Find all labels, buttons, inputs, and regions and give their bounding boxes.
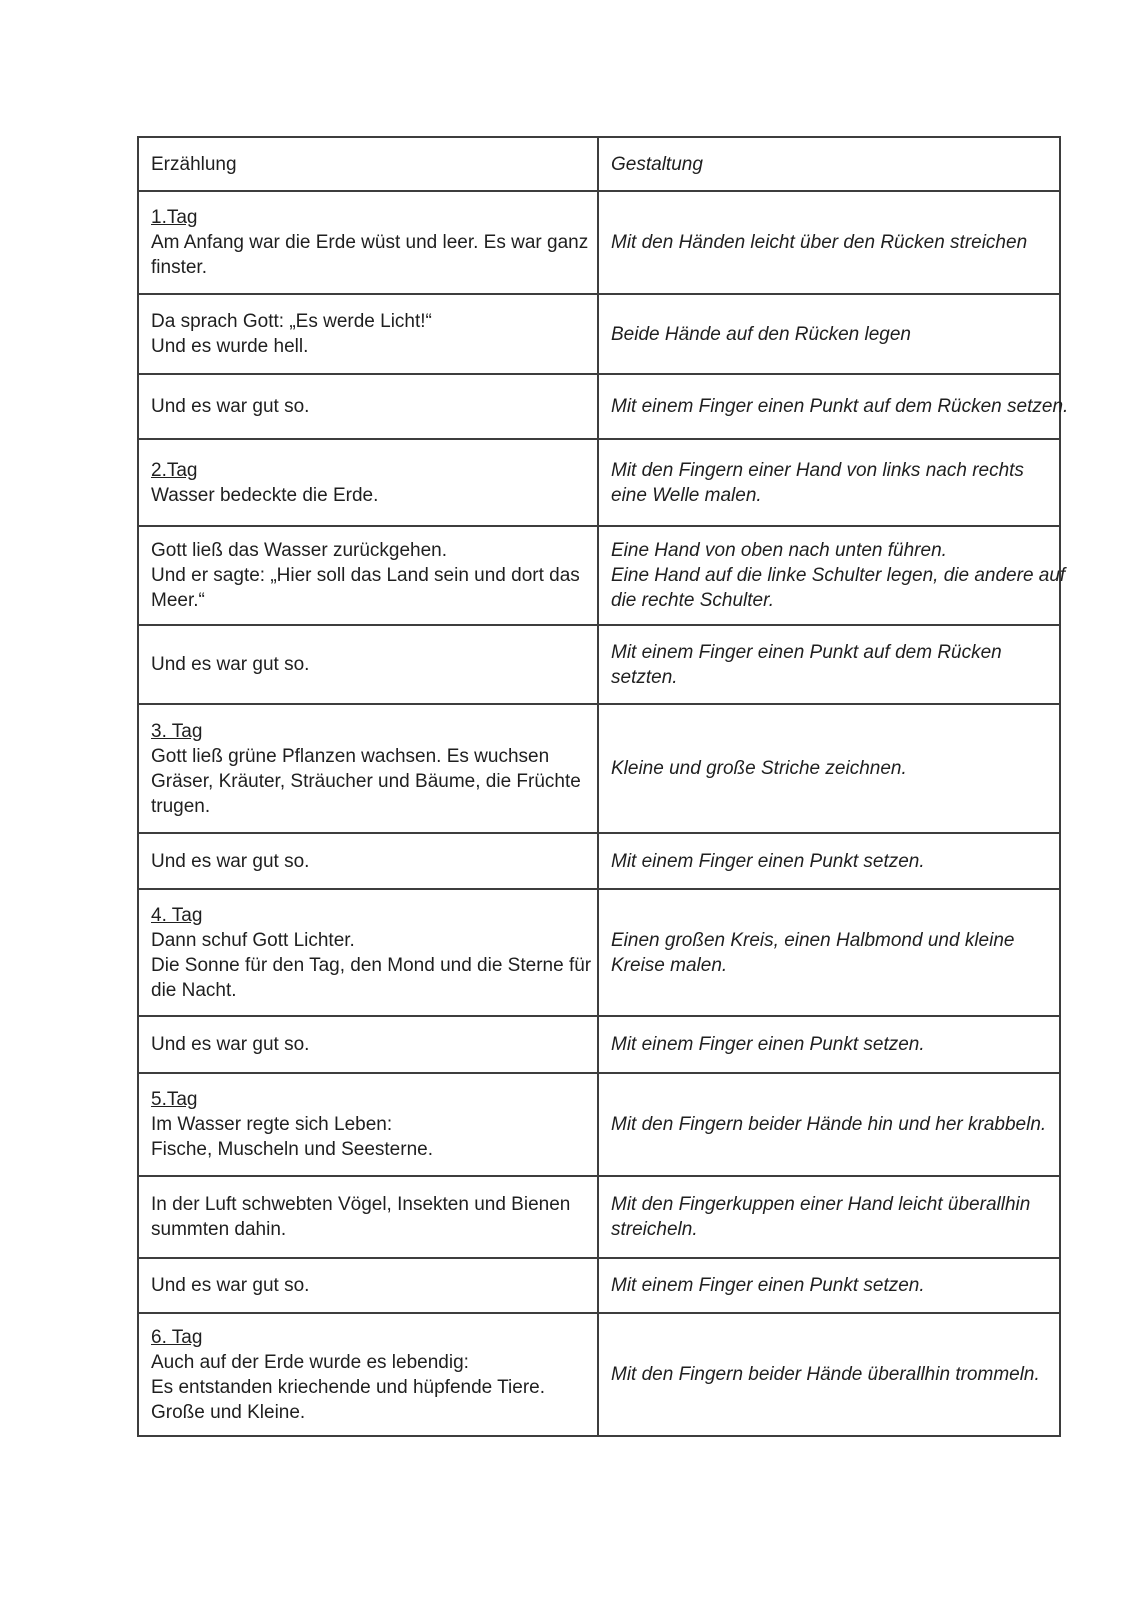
column-header-erzaehlung: Erzählung	[138, 137, 598, 191]
erzaehlung-line: Auch auf der Erde wurde es lebendig:	[151, 1351, 469, 1373]
table-row	[138, 1176, 1060, 1258]
gestaltung-cell	[598, 1176, 1060, 1258]
gestaltung-cell	[598, 889, 1060, 1016]
erzaehlung-line: Und es war gut so.	[151, 396, 310, 417]
gestaltung-line: Eine Hand auf die linke Schulter legen, die andere auf	[611, 565, 1066, 586]
gestaltung-cell	[598, 191, 1060, 294]
erzaehlung-line: summten dahin.	[151, 1219, 287, 1240]
erzaehlung-cell	[138, 1016, 598, 1073]
table-row	[138, 1073, 1060, 1176]
erzaehlung-line: Da sprach Gott: „Es werde Licht!“	[151, 311, 432, 332]
erzaehlung-cell	[138, 374, 598, 439]
table-row	[138, 439, 1060, 526]
creation-story-table	[137, 136, 1069, 1437]
erzaehlung-line: Gott ließ das Wasser zurückgehen.	[151, 540, 448, 561]
day-heading: 6. Tag	[151, 1326, 203, 1348]
table-row	[138, 833, 1060, 889]
gestaltung-cell	[598, 1258, 1060, 1313]
gestaltung-cell	[598, 1073, 1060, 1176]
gestaltung-line: die rechte Schulter.	[611, 590, 774, 611]
day-heading: 1.Tag	[151, 207, 198, 228]
erzaehlung-line: Am Anfang war die Erde wüst und leer. Es war ganz	[151, 232, 589, 253]
erzaehlung-line: Fische, Muscheln und Seesterne.	[151, 1139, 433, 1160]
gestaltung-cell	[598, 704, 1060, 833]
erzaehlung-line: die Nacht.	[151, 979, 237, 1001]
gestaltung-line: Mit den Fingern beider Hände überallhin trommeln.	[611, 1364, 1040, 1385]
gestaltung-cell	[598, 1016, 1060, 1073]
erzaehlung-line: Und es war gut so.	[151, 654, 310, 675]
table-row	[138, 191, 1060, 294]
gestaltung-line: Mit den Fingerkuppen einer Hand leicht überallhin	[611, 1194, 1031, 1215]
erzaehlung-cell	[138, 625, 598, 704]
erzaehlung-line: Die Sonne für den Tag, den Mond und die Sterne für	[151, 954, 592, 976]
gestaltung-cell	[598, 526, 1066, 625]
erzaehlung-line: Große und Kleine.	[151, 1401, 306, 1423]
erzaehlung-line: Und es war gut so.	[151, 1275, 310, 1296]
erzaehlung-line: Im Wasser regte sich Leben:	[151, 1114, 393, 1135]
erzaehlung-line: Und er sagte: „Hier soll das Land sein und dort das	[151, 565, 580, 586]
table-row	[138, 526, 1060, 625]
erzaehlung-cell	[138, 1176, 598, 1258]
erzaehlung-cell	[138, 833, 598, 889]
gestaltung-cell	[598, 833, 1060, 889]
day-heading: 2.Tag	[151, 459, 198, 481]
gestaltung-line: Mit einem Finger einen Punkt setzen.	[611, 1275, 925, 1296]
erzaehlung-line: Und es war gut so.	[151, 850, 310, 872]
erzaehlung-line: Und es war gut so.	[151, 1034, 310, 1055]
erzaehlung-cell	[138, 526, 598, 625]
table-row	[138, 625, 1060, 704]
gestaltung-line: eine Welle malen.	[611, 484, 762, 506]
header-row	[138, 137, 1060, 191]
erzaehlung-cell	[138, 1258, 598, 1313]
table-row	[138, 374, 1060, 439]
gestaltung-line: Mit den Fingern einer Hand von links nach rechts	[611, 459, 1024, 481]
erzaehlung-line: Gräser, Kräuter, Sträucher und Bäume, die Früchte	[151, 770, 581, 792]
gestaltung-line: setzten.	[611, 666, 678, 688]
gestaltung-line: Mit einem Finger einen Punkt auf dem Rücken setzen.	[611, 396, 1069, 417]
erzaehlung-cell	[138, 704, 598, 833]
erzaehlung-cell	[138, 191, 598, 294]
gestaltung-cell	[598, 439, 1060, 526]
erzaehlung-cell	[138, 294, 598, 374]
erzaehlung-line: Gott ließ grüne Pflanzen wachsen. Es wuchsen	[151, 745, 550, 767]
table-row	[138, 704, 1060, 833]
erzaehlung-line: trugen.	[151, 795, 211, 817]
column-header-gestaltung: Gestaltung	[598, 137, 1060, 191]
erzaehlung-line: Dann schuf Gott Lichter.	[151, 929, 355, 951]
erzaehlung-cell	[138, 439, 598, 526]
table-row	[138, 1313, 1060, 1436]
gestaltung-line: Beide Hände auf den Rücken legen	[611, 323, 912, 345]
gestaltung-line: Mit einem Finger einen Punkt setzen.	[611, 850, 925, 872]
gestaltung-line: Kreise malen.	[611, 954, 728, 976]
table-row	[138, 1016, 1060, 1073]
erzaehlung-line: In der Luft schwebten Vögel, Insekten und Bienen	[151, 1194, 571, 1215]
gestaltung-line: streicheln.	[611, 1219, 698, 1240]
gestaltung-cell	[598, 374, 1069, 439]
table-row	[138, 294, 1060, 374]
gestaltung-line: Eine Hand von oben nach unten führen.	[611, 540, 947, 561]
table-body	[138, 191, 1069, 1436]
gestaltung-line: Mit einem Finger einen Punkt auf dem Rücken	[611, 641, 1002, 663]
gestaltung-line: Mit einem Finger einen Punkt setzen.	[611, 1034, 925, 1055]
table-row	[138, 1258, 1060, 1313]
gestaltung-cell	[598, 294, 1060, 374]
table-row	[138, 889, 1060, 1016]
gestaltung-line: Mit den Händen leicht über den Rücken streichen	[611, 232, 1028, 253]
gestaltung-line: Einen großen Kreis, einen Halbmond und kleine	[611, 929, 1015, 951]
gestaltung-cell	[598, 1313, 1060, 1436]
erzaehlung-line: Und es wurde hell.	[151, 336, 309, 357]
day-heading: 5.Tag	[151, 1089, 198, 1110]
erzaehlung-line: finster.	[151, 257, 207, 278]
day-heading: 4. Tag	[151, 904, 203, 926]
day-heading: 3. Tag	[151, 720, 203, 742]
erzaehlung-cell	[138, 1313, 598, 1436]
erzaehlung-line: Meer.“	[151, 590, 205, 611]
erzaehlung-line: Es entstanden kriechende und hüpfende Tiere.	[151, 1376, 546, 1398]
gestaltung-line: Mit den Fingern beider Hände hin und her krabbeln.	[611, 1114, 1047, 1135]
gestaltung-cell	[598, 625, 1060, 704]
erzaehlung-cell	[138, 1073, 598, 1176]
gestaltung-line: Kleine und große Striche zeichnen.	[611, 758, 907, 779]
erzaehlung-cell	[138, 889, 598, 1016]
erzaehlung-line: Wasser bedeckte die Erde.	[151, 484, 379, 506]
